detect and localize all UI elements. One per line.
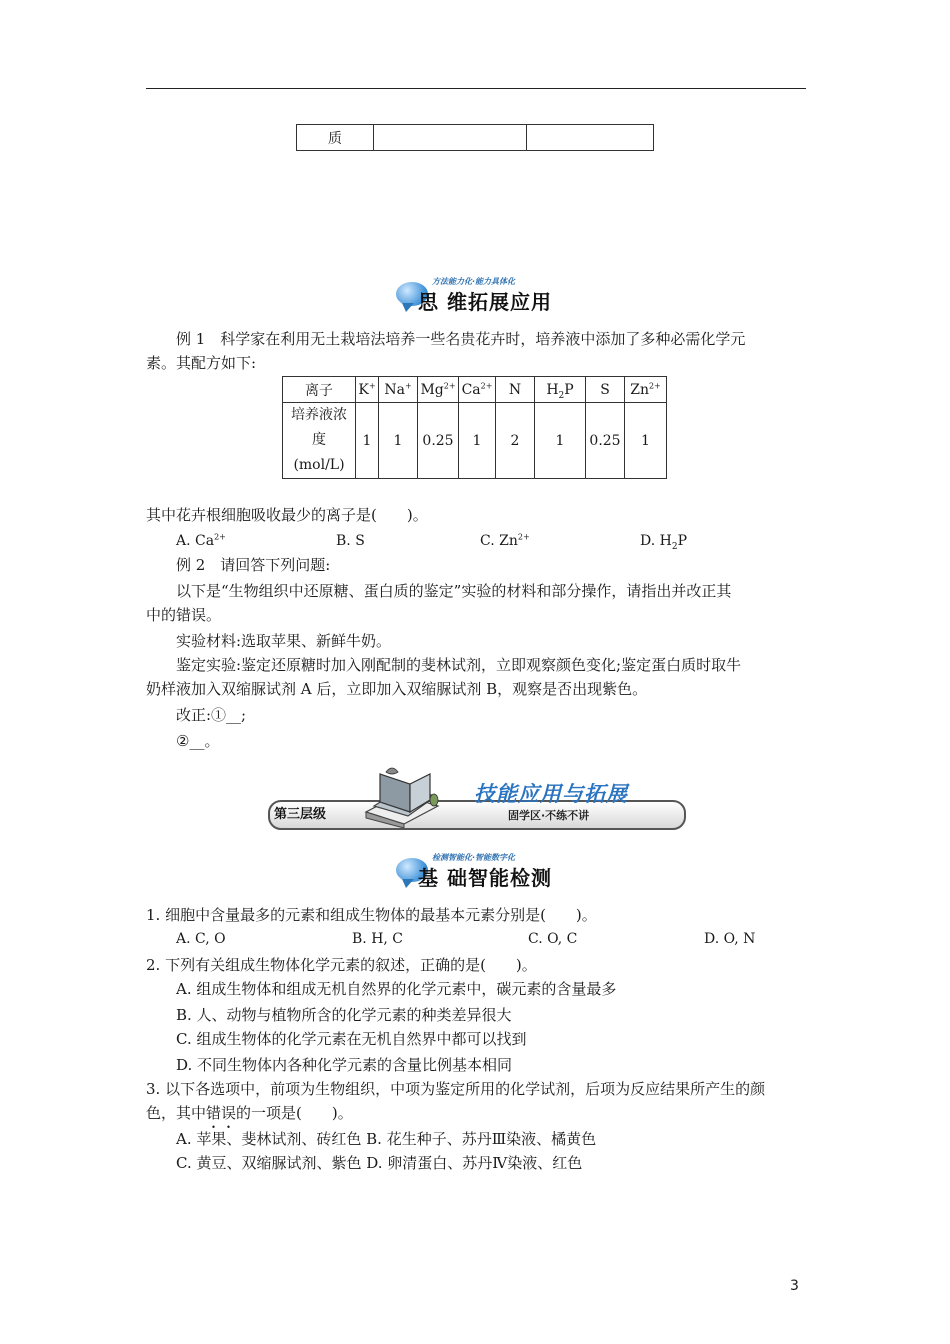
ex1-option-a: A. $Ca^{2+}$ — [176, 532, 226, 549]
ex2-line7: 改正:①__; — [176, 706, 247, 724]
section-title-first: 基 — [418, 866, 439, 890]
ion-cell: $Mg^{2+}$ — [418, 377, 459, 403]
ex2-line1: 例 2 请回答下列问题: — [176, 556, 331, 574]
value-cell: 0.25 — [418, 403, 459, 479]
top-table-cell: 质 — [297, 125, 374, 151]
emphasis-dot: 误 — [221, 1104, 237, 1122]
q2-option-a: A. 组成生物体和组成无机自然界的化学元素中，碳元素的含量最多 — [176, 980, 617, 998]
ex2-line8: ②__。 — [176, 732, 220, 750]
value-cell: 1 — [625, 403, 667, 479]
q1-option-a: A. C, O — [176, 931, 226, 947]
q1-option-d: D. O, N — [704, 931, 756, 947]
banner-subtitle: 固学区·不练不讲 — [508, 809, 590, 822]
ion-cell: $Ca^{2+}$ — [459, 377, 496, 403]
q2-stem: 2. 下列有关组成生物体化学元素的叙述，正确的是( )。 — [146, 956, 537, 974]
header-rule — [146, 88, 806, 89]
q1-option-b: B. H, C — [352, 931, 404, 947]
q3-options-ab: A. 苹果、斐林试剂、砖红色 B. 花生种子、苏丹Ⅲ染液、橘黄色 — [176, 1130, 597, 1148]
ex1-question: 其中花卉根细胞吸收最少的离子是( )。 — [146, 506, 428, 524]
ex1-line2: 素。其配方如下: — [146, 354, 257, 372]
section-title-rest: 础智能检测 — [446, 866, 552, 890]
ex2-line5: 鉴定实验:鉴定还原糖时加入刚配制的斐林试剂，立即观察颜色变化;鉴定蛋白质时取牛 — [176, 656, 742, 674]
page-number: 3 — [790, 1278, 799, 1294]
level-banner — [268, 748, 686, 838]
ion-cell: Na+ — [379, 377, 418, 403]
ex1-line1: 例 1 科学家在利用无土栽培法培养一些名贵花卉时，培养液中添加了多种必需化学元 — [176, 330, 746, 348]
ex1-option-d: D. $H_2P$ — [640, 533, 687, 552]
ex2-line2: 以下是“生物组织中还原糖、蛋白质的鉴定”实验的材料和部分操作，请指出并改正其 — [176, 582, 732, 600]
q2-option-c: C. 组成生物体的化学元素在无机自然界中都可以找到 — [176, 1030, 527, 1048]
section-title — [418, 862, 552, 891]
table-row-label: 离子 — [283, 377, 356, 403]
emphasis-dot: 错 — [206, 1104, 222, 1122]
nutrient-table — [282, 376, 667, 479]
ion-cell: N — [496, 377, 535, 403]
ex1-option-c: C. $Zn^{2+}$ — [480, 532, 530, 549]
section-title-first: 思 — [418, 290, 439, 314]
section-heading-testing — [396, 852, 576, 892]
section-title — [418, 286, 552, 315]
value-cell: 1 — [535, 403, 586, 479]
top-table — [296, 124, 654, 151]
value-cell: 1 — [356, 403, 379, 479]
q1-option-c: C. O, C — [528, 931, 578, 947]
ion-cell: S — [586, 377, 625, 403]
value-cell: 2 — [496, 403, 535, 479]
section-heading-thinking — [396, 276, 576, 316]
value-cell: 1 — [379, 403, 418, 479]
section-subtitle: 方法能力化·能力具体化 — [432, 277, 516, 286]
book-icon — [360, 766, 440, 828]
ion-cell: $H_2P$ — [535, 377, 586, 403]
table-row-label: 培养液浓 度 (mol/L) — [283, 403, 356, 479]
ex2-line3: 中的错误。 — [146, 606, 222, 624]
ex2-line6: 奶样液加入双缩脲试剂 A 后，立即加入双缩脲试剂 B，观察是否出现紫色。 — [146, 680, 648, 698]
ion-cell: K+ — [356, 377, 379, 403]
q2-option-d: D. 不同生物体内各种化学元素的含量比例基本相同 — [176, 1056, 513, 1074]
section-subtitle: 检测智能化·智能数字化 — [432, 853, 516, 862]
q3-stem-line2: 色，其中错误的一项是( )。 — [146, 1104, 353, 1122]
ion-cell: $Zn^{2+}$ — [625, 377, 667, 403]
q1-stem: 1. 细胞中含量最多的元素和组成生物体的最基本元素分别是( )。 — [146, 906, 597, 924]
top-table-empty-cell — [527, 125, 654, 151]
banner-level: 第三层级 — [274, 807, 327, 822]
banner-title: 技能应用与拓展 — [474, 782, 628, 806]
value-cell: 0.25 — [586, 403, 625, 479]
value-cell: 1 — [459, 403, 496, 479]
ex2-line4: 实验材料:选取苹果、新鲜牛奶。 — [176, 632, 392, 650]
ex1-option-b: B. S — [336, 533, 365, 549]
q3-options-cd: C. 黄豆、双缩脲试剂、紫色 D. 卵清蛋白、苏丹Ⅳ染液、红色 — [176, 1154, 583, 1172]
q2-option-b: B. 人、动物与植物所含的化学元素的种类差异很大 — [176, 1006, 512, 1024]
top-table-empty-cell — [374, 125, 527, 151]
q3-stem-line1: 3. 以下各选项中，前项为生物组织，中项为鉴定所用的化学试剂，后项为反应结果所产生的颜 — [146, 1080, 766, 1098]
section-title-rest: 维拓展应用 — [446, 290, 552, 314]
